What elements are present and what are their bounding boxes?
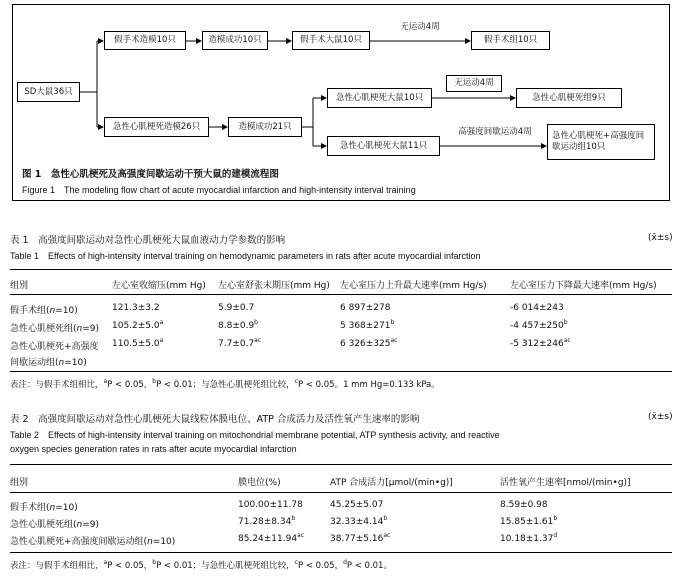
t2-r1-n: n (49, 503, 56, 513)
t1-r3-group-line2 (10, 355, 87, 368)
t1-r1-c3: 6 897±278 (340, 303, 391, 313)
t1-r1-c4: -6 014±243 (510, 303, 564, 313)
ami-rats-11-label: 急性心肌梗死大鼠11只 (339, 140, 428, 151)
t1-r2-c1: 105.2±5.0 (112, 321, 160, 331)
t2-r2-n: n (76, 520, 83, 530)
table-2-title-cn: 表 2 高强度间歇运动对急性心肌梗死大鼠线粒体膜电位、ATP 合成活力及活性氧产生速率的影响 (10, 414, 420, 425)
t1-r3-c1: 110.5±5.0 (112, 339, 160, 349)
t1-r3-c2-sup: ac (254, 337, 262, 344)
t1-r3-c3: 6 326±325 (340, 339, 391, 349)
t2-r2-c1-sup: b (291, 515, 296, 522)
ami-hiit-group-box (547, 124, 655, 160)
figure-1-caption-en: Figure 1 The modeling flow chart of acute myocardial infarction and high-intensity interval training (22, 185, 416, 195)
t2-header-mmp: 膜电位(%) (238, 478, 281, 488)
t1-r2-c3-sup: b (390, 319, 395, 326)
t1-r2-c1-sup: a (159, 319, 164, 326)
table-2-note (10, 559, 392, 571)
table-2-title-en-2: oxygen species generation rates in rats after acute myocardial infarction (10, 444, 297, 454)
t1-note-b: b (152, 378, 157, 386)
t2-note-a: a (103, 559, 108, 567)
t2-note-b: b (152, 559, 157, 567)
t1-note-p2: P < 0.05， (107, 380, 153, 390)
t2-r3-c2-sup: ac (383, 532, 391, 539)
t1-r1-n: n (49, 306, 56, 316)
t2-note-p3: P < 0.01；与急性心肌梗死组比较， (156, 561, 295, 571)
t2-r3-c3: 10.18±1.37 (500, 534, 554, 544)
t2-r1-c1: 100.00±11.78 (238, 500, 303, 510)
table-2-stat: (x̄±s) (648, 412, 673, 422)
t2-r3-c3-sup: d (553, 532, 558, 539)
t2-header-group: 组别 (10, 478, 29, 488)
t2-r3-group-text: 急性心肌梗死+高强度间歇运动组( (10, 537, 148, 547)
t2-note-p5: P < 0.01。 (346, 561, 392, 571)
t2-header-ros: 活性氧产生速率[nmol/(min•g)] (500, 478, 631, 488)
t1-r3-c3-sup: ac (390, 337, 398, 344)
t2-header-atp: ATP 合成活力[μmol/(min•g)] (330, 478, 453, 488)
t1-r3-c4: -5 312±246 (510, 339, 564, 349)
model-success-bottom-label: 造模成功21只 (238, 121, 292, 132)
t1-r3-line2-text: 间歇运动组( (10, 358, 59, 368)
t2-r3-n: n (147, 537, 153, 547)
t1-r1-group-end: =10) (55, 306, 78, 316)
t1-r3-group-text: 急性心肌梗死+高强度 (10, 342, 99, 352)
t2-r3-group-end: =10) (152, 537, 176, 547)
table-1-bottom-rule (10, 371, 672, 372)
no-exercise-mid-label-box (446, 75, 502, 92)
table-1-title-en: Table 1 Effects of high-intensity interval training on hemodynamic parameters in rats after acute myocardial infarction (10, 251, 481, 261)
t2-note-c: c (294, 559, 298, 567)
ami-group-9-label: 急性心肌梗死组9只 (532, 92, 606, 103)
sham-model-label: 假手术造模10只 (114, 35, 176, 46)
table-1-top-rule (10, 269, 672, 270)
t1-note-p3: P < 0.01；与急性心肌梗死组比较， (156, 380, 295, 390)
table-2-top-rule (10, 464, 672, 465)
sham-rats-box (292, 31, 370, 50)
t2-r1-c3: 8.59±0.98 (500, 500, 548, 510)
t1-header-dpdt-min: 左心室压力下降最大速率(mm Hg/s) (510, 281, 657, 291)
t2-r1-group-text: 假手术组( (10, 503, 50, 513)
sham-rats-label: 假手术大鼠10只 (300, 35, 362, 46)
table-2-bottom-rule (10, 552, 672, 553)
t1-header-lvedp: 左心室舒张末期压(mm Hg) (218, 281, 330, 291)
t1-note-p4: P < 0.05。1 mm Hg=0.133 kPa。 (298, 380, 440, 390)
t2-r1-group-end: =10) (55, 503, 78, 513)
t2-r3-c1-sup: ac (297, 532, 305, 539)
t2-r2-c1: 71.28±8.34 (238, 517, 292, 527)
sd-rats-box (17, 82, 80, 102)
ami-model-label: 急性心肌梗死造模26只 (112, 121, 201, 132)
t2-r2-c2-sup: b (383, 515, 388, 522)
model-success-top-label: 造模成功10只 (208, 35, 262, 46)
t2-note-p1: 表注：与假手术组相比， (10, 561, 104, 571)
no-exercise-top-label: 无运动4周 (400, 21, 440, 32)
t2-r3-c2: 38.77±5.16 (330, 534, 384, 544)
ami-group-9-box (516, 88, 622, 108)
sham-model-box (104, 31, 186, 50)
t1-note-p1: 表注：与假手术组相比， (10, 380, 104, 390)
ami-rats-11-box (327, 136, 440, 156)
t1-r2-c2: 8.8±0.9 (218, 321, 255, 331)
t1-r2-group-end: =9) (82, 324, 100, 334)
t2-r2-group-end: =9) (82, 520, 100, 530)
ami-hiit-group-label: 急性心肌梗死+高强度间歇运动组10只 (552, 131, 645, 152)
t1-r2-c4: -4 457±250 (510, 321, 564, 331)
ami-rats-10-label: 急性心肌梗死大鼠10只 (335, 92, 424, 103)
figure-1-caption-cn: 图 1 急性心肌梗死及高强度间歇运动干预大鼠的建模流程图 (22, 169, 279, 180)
t1-r3-c2: 7.7±0.7 (218, 339, 255, 349)
t1-header-group: 组别 (10, 281, 29, 291)
t1-note-a: a (103, 378, 108, 386)
t1-r3-n: n (58, 358, 65, 368)
t2-r1-c2: 45.25±5.07 (330, 500, 384, 510)
table-2-header-rule (10, 492, 672, 493)
t1-r1-group-text: 假手术组( (10, 306, 50, 316)
t1-r3-c4-sup: ac (563, 337, 571, 344)
table-1-header-rule (10, 294, 672, 295)
t1-r2-group-text: 急性心肌梗死组( (10, 324, 77, 334)
t1-row-1-group (10, 303, 78, 316)
t1-header-lvsp: 左心室收缩压(mm Hg) (112, 281, 206, 291)
t2-note-d: d (343, 559, 347, 567)
ami-rats-10-box (327, 88, 432, 108)
table-1-title-cn: 表 1 高强度间歇运动对急性心肌梗死大鼠血液动力学参数的影响 (10, 235, 286, 246)
sham-group-box (471, 31, 550, 50)
hiit-label: 高强度间歇运动4周 (458, 126, 532, 137)
t2-r2-c3: 15.85±1.61 (500, 517, 554, 527)
t1-r3-c1-sup: a (159, 337, 164, 344)
sd-rats-label: SD大鼠36只 (24, 86, 73, 97)
t1-header-dpdt-max: 左心室压力上升最大速率(mm Hg/s) (340, 281, 487, 291)
model-success-top-box (202, 31, 268, 50)
ami-model-box (104, 117, 209, 137)
t1-r2-c2-sup: b (254, 319, 258, 326)
t2-r3-c1: 85.24±11.94 (238, 534, 298, 544)
t1-r2-n: n (76, 324, 83, 334)
table-2-title-en-1: Table 2 Effects of high-intensity interval training on mitochondrial membrane potential, ATP synthesis activity, and reactive (10, 430, 500, 440)
t2-r2-c2: 32.33±4.14 (330, 517, 384, 527)
t1-r1-c1: 121.3±3.2 (112, 303, 160, 313)
t2-r2-group-text: 急性心肌梗死组( (10, 520, 77, 530)
t1-r3-line2-end: =10) (64, 358, 87, 368)
table-1-note (10, 378, 440, 390)
t1-r2-c4-sup: b (563, 319, 568, 326)
t1-note-c: c (294, 378, 298, 386)
hiit-label-wrap (446, 124, 544, 140)
t1-r1-c2: 5.9±0.7 (218, 303, 255, 313)
t1-r2-c3: 5 368±271 (340, 321, 391, 331)
no-exercise-top-label-wrap (392, 19, 448, 35)
sham-group-label: 假手术组10只 (483, 35, 538, 46)
t2-note-p4: P < 0.05， (298, 561, 344, 571)
model-success-bottom-box (228, 117, 302, 137)
table-1-stat: (x̄±s) (648, 233, 673, 243)
no-exercise-mid-label: 无运动4周 (454, 78, 494, 89)
t2-note-p2: P < 0.05， (107, 561, 153, 571)
t2-r2-c3-sup: b (553, 515, 558, 522)
